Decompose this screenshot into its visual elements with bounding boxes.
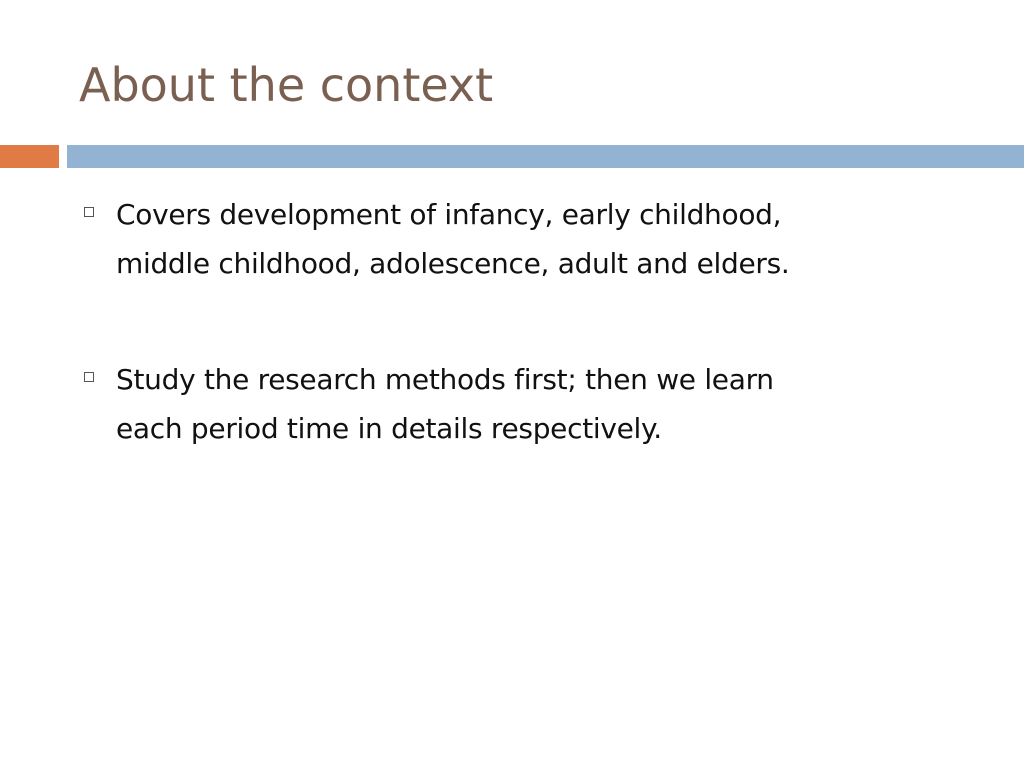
bullet-text-line: middle childhood, adolescence, adult and elders. (116, 247, 790, 280)
accent-bar (0, 145, 59, 168)
bullet-text-line: each period time in details respectively. (116, 412, 662, 445)
title-rule-bar (67, 145, 1024, 168)
bullet-text-line: Study the research methods first; then we learn (116, 363, 774, 396)
slide-title: About the context (79, 58, 494, 112)
hollow-square-icon (84, 372, 94, 382)
bullet-list (84, 190, 964, 520)
bullet-item (84, 190, 964, 288)
bullet-text-line: Covers development of infancy, early childhood, (116, 198, 782, 231)
bullet-item (84, 355, 964, 453)
hollow-square-icon (84, 207, 94, 217)
